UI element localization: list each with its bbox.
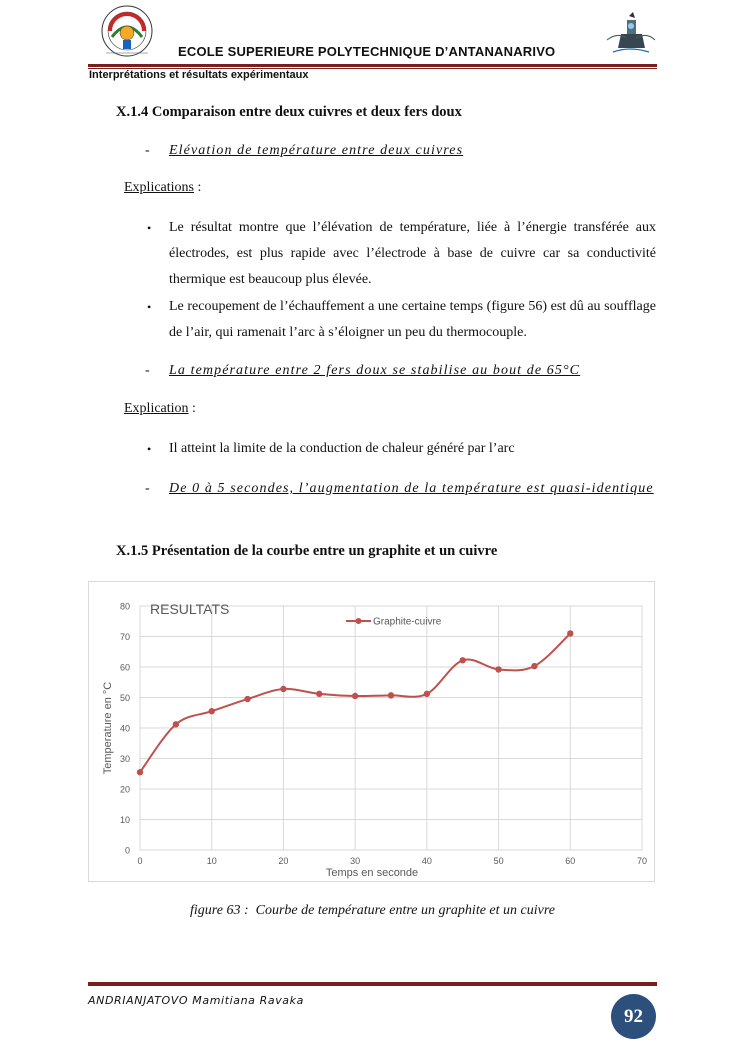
legend-marker [356, 618, 362, 624]
explanation-label-1 [124, 180, 201, 196]
temperature-chart [89, 582, 654, 881]
explanation-label-2-colon: : [188, 401, 196, 416]
y-tick-label: 80 [119, 601, 130, 612]
data-point [173, 721, 179, 727]
data-point [531, 663, 537, 669]
data-point [244, 696, 250, 702]
subheading-first-seconds [145, 476, 656, 502]
dash-marker: - [145, 481, 151, 496]
x-tick-label: 10 [206, 856, 217, 866]
data-point [495, 666, 501, 672]
explanation-label-2-text: Explication [124, 401, 189, 416]
y-tick-label: 0 [124, 845, 130, 856]
heading-x-1-4: X.1.4 Comparaison entre deux cuivres et deux fers doux [116, 104, 462, 120]
dash-marker: - [145, 363, 151, 378]
data-point [209, 708, 215, 714]
school-name: ECOLE SUPERIEURE POLYTECHNIQUE D’ANTANANARIVO [178, 44, 556, 59]
x-tick-label: 0 [137, 856, 143, 866]
chart-title: RESULTATS [150, 601, 230, 617]
section-header: Interprétations et résultats expérimentaux [89, 69, 309, 81]
explanation-label-1-text: Explications [124, 180, 194, 195]
y-tick-label: 10 [119, 815, 130, 825]
bullet-item [147, 436, 656, 462]
bullet-text: Le recoupement de l’échauffement a une certaine temps (figure 56) est dû au soufflage de l’air, qui ramenait l’arc à s’éloigner un peu du thermocouple. [169, 299, 656, 340]
dash-marker: - [145, 143, 151, 158]
y-tick-label: 20 [119, 784, 130, 795]
x-axis-label: Temps en seconde [325, 867, 419, 879]
legend-label: Graphite-cuivre [373, 616, 442, 628]
bullet-icon: • [147, 221, 152, 235]
bullet-icon: • [147, 442, 152, 456]
data-point [567, 630, 573, 636]
subheading-first-seconds-text: De 0 à 5 secondes, l’augmentation de la température est quasi-identique [169, 481, 654, 496]
data-point [137, 769, 143, 775]
subheading-copper [145, 143, 464, 159]
bullet-text: Il atteint la limite de la conduction de chaleur généré par l’arc [169, 441, 515, 456]
subheading-soft-iron-text: La température entre 2 fers doux se stabilise au bout de 65°C [169, 363, 581, 378]
x-tick-label: 30 [350, 856, 361, 866]
header-rule-thick [88, 64, 657, 67]
x-tick-label: 60 [565, 856, 576, 866]
y-axis-label: Temperature en °C [102, 681, 114, 775]
institute-logo [603, 10, 657, 60]
data-point [460, 657, 466, 663]
data-point [352, 693, 358, 699]
explanation-label-1-colon: : [194, 180, 202, 195]
data-point [424, 691, 430, 697]
heading-x-1-5: X.1.5 Présentation de la courbe entre un graphite et un cuivre [116, 543, 498, 559]
bullet-item [147, 294, 656, 346]
chart-frame [88, 581, 655, 882]
data-point [280, 686, 286, 692]
y-tick-label: 60 [119, 662, 130, 673]
x-tick-label: 20 [278, 856, 289, 866]
y-tick-label: 30 [119, 754, 130, 764]
y-tick-label: 50 [119, 693, 130, 703]
x-tick-label: 70 [636, 856, 648, 866]
school-logo-emblem [98, 5, 156, 59]
explanation-label-2 [124, 401, 196, 417]
figure-caption-label: figure 63 : [190, 903, 249, 918]
bullet-text: Le résultat montre que l’élévation de température, liée à l’énergie transférée aux électrodes, est plus rapide avec l’électrode à base de cuivre car sa conductivité thermique est beaucoup plus élevée. [169, 220, 656, 287]
y-tick-label: 40 [119, 723, 130, 734]
bullet-icon: • [147, 300, 152, 314]
bullet-item [147, 215, 656, 293]
data-point [316, 691, 322, 697]
figure-caption [0, 903, 745, 919]
y-tick-label: 70 [119, 632, 130, 642]
footer-rule [88, 982, 657, 986]
figure-caption-text: Courbe de température entre un graphite et un cuivre [255, 903, 555, 918]
page-number-badge: 92 [611, 994, 656, 1039]
subheading-soft-iron [145, 363, 581, 379]
data-point [388, 692, 394, 698]
author-name: ANDRIANJATOVO Mamitiana Ravaka [88, 994, 304, 1007]
x-tick-label: 50 [493, 856, 504, 866]
subheading-copper-text: Elévation de température entre deux cuivres [169, 143, 464, 158]
x-tick-label: 40 [421, 856, 432, 866]
